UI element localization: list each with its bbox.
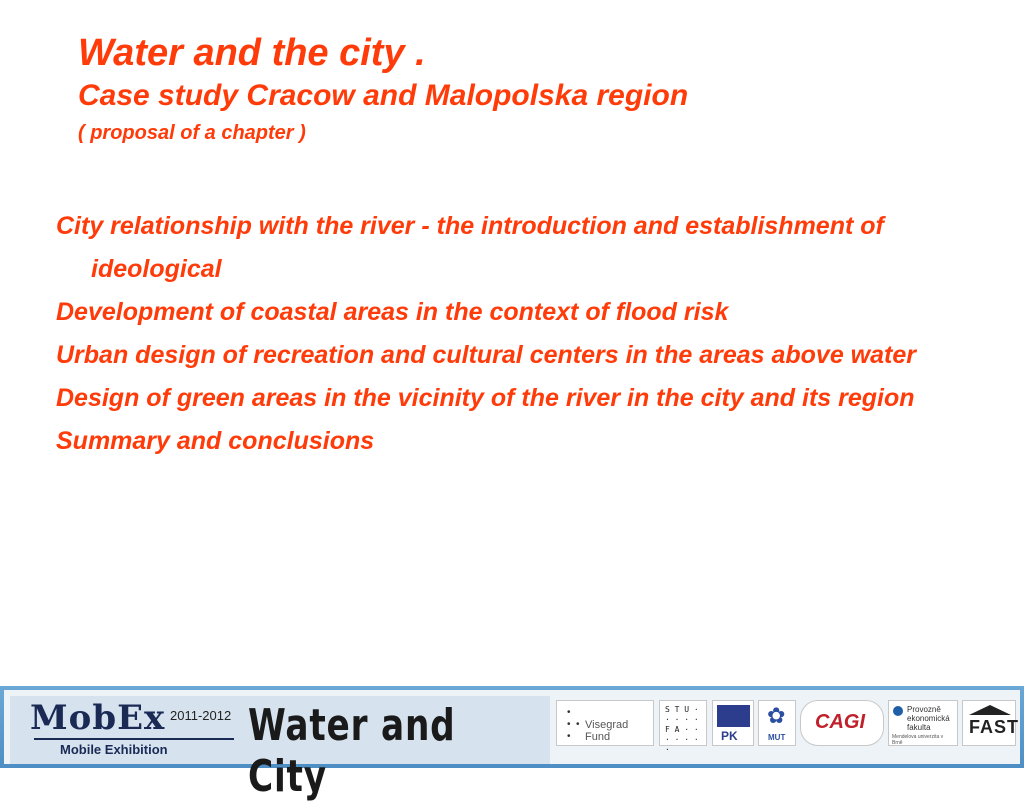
mobex-subtitle: Mobile Exhibition (60, 742, 168, 757)
visegrad-label: Visegrad Fund (585, 719, 629, 743)
star-icon: ✿ (767, 703, 786, 728)
provozne-logo (888, 700, 958, 746)
slide-subtitle: Case study Cracow and Malopolska region (78, 79, 689, 112)
fast-label: FAST (969, 717, 1020, 737)
mobex-years: 2011-2012 (170, 708, 232, 723)
list-item: Design of green areas in the vicinity of the river in the city and its region (56, 384, 915, 412)
title-block (78, 30, 688, 148)
dots-icon: • • • • (567, 707, 580, 742)
divider (34, 738, 234, 740)
provozne-sub-label: Mendelova univerzita v Brně (892, 734, 944, 746)
fast-logo (962, 700, 1020, 746)
slide-note: ( proposal of a chapter ) (78, 122, 306, 144)
footer-inner (4, 690, 1020, 802)
provozne-label: Provozně ekonomická fakulta (907, 705, 950, 732)
mobex-panel (10, 696, 550, 802)
stu-logo: S T U · · · · · F A · · · · · · · (659, 700, 707, 746)
cagi-label: CAGI (815, 711, 865, 733)
chapter-list (56, 205, 986, 463)
university-icon (893, 706, 903, 716)
pk-logo (712, 700, 754, 746)
list-item: City relationship with the river - the introduction and establishment of ideological (56, 212, 884, 283)
mut-logo (758, 700, 796, 746)
pk-emblem-icon (717, 705, 750, 727)
pk-label: PK (721, 729, 738, 743)
slide-title: Water and the city . (78, 32, 426, 74)
cagi-logo (800, 700, 884, 746)
building-icon (969, 705, 1011, 715)
banner-title: Water and City (248, 700, 456, 802)
visegrad-logo (556, 700, 654, 746)
list-item: Summary and conclusions (56, 427, 375, 455)
mobex-logo: MobEx (30, 698, 166, 738)
list-item: Development of coastal areas in the context of flood risk (56, 298, 729, 326)
footer-banner (0, 686, 1024, 802)
mut-label: MUT (768, 733, 786, 742)
list-item: Urban design of recreation and cultural centers in the areas above water (56, 341, 916, 369)
